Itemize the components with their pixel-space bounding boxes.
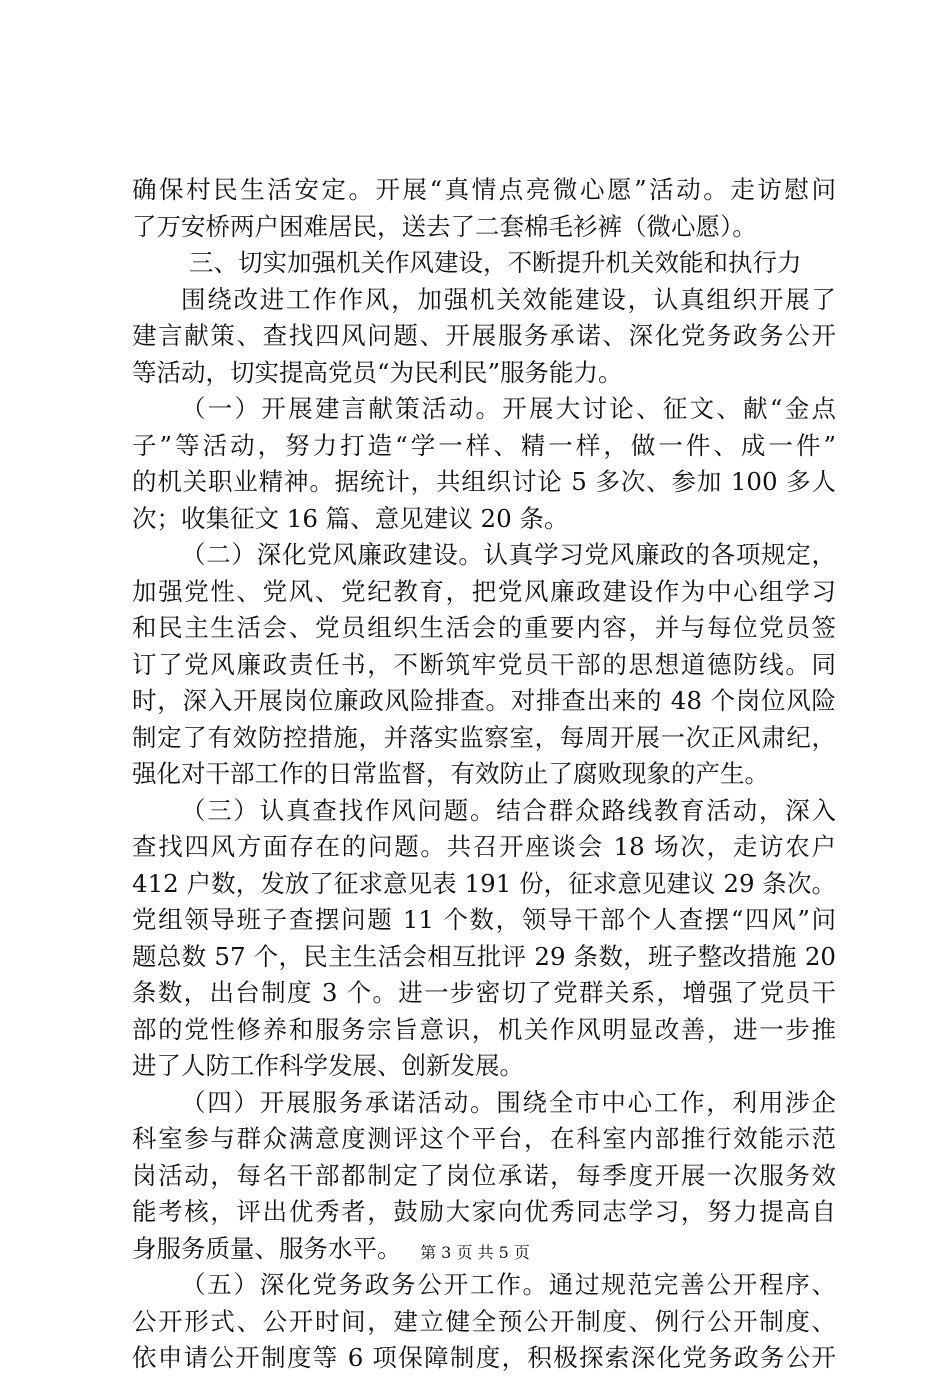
- paragraph-first-line: （四）开展服务承诺活动。围绕全市中心工作，利用涉企: [181, 1087, 836, 1117]
- text-line: 身服务质量、服务水平。: [132, 1233, 402, 1263]
- paragraph-first-line: （二）深化党风廉政建设。认真学习党风廉政的各项规定，: [181, 540, 836, 569]
- text-line: 党组领导班子查摆问题 11 个数，领导干部个人查摆“四风”问: [132, 905, 836, 934]
- text-line: 依申请公开制度等 6 项保障制度，积极探索深化党务政务公开: [132, 1343, 836, 1372]
- text-line: 等活动，切实提高党员“为民利民”服务能力。: [132, 357, 623, 387]
- text-line: 和民主生活会、党员组织生活会的重要内容，并与每位党员签: [132, 613, 836, 642]
- text-line: 条数，出台制度 3 个。进一步密切了党群关系，增强了党员干: [132, 978, 836, 1007]
- text-line: 子”等活动，努力打造“学一样、精一样，做一件、成一件”: [132, 430, 836, 460]
- text-line: 制定了有效防控措施，并落实监察室，每周开展一次正风肃纪，: [132, 722, 836, 752]
- text-line: 公开形式、公开时间，建立健全预公开制度、例行公开制度、: [132, 1306, 836, 1336]
- paragraph-first-line: （三）认真查找作风问题。结合群众路线教育活动，深入: [181, 795, 836, 825]
- text-line: 412 户数，发放了征求意见表 191 份，征求意见建议 29 条次。: [132, 868, 836, 898]
- text-line: 了万安桥两户困难居民，送去了二套棉毛衫裤（微心愿）。: [132, 211, 757, 241]
- text-line: 查找四风方面存在的问题。共召开座谈会 18 场次，走访农户: [132, 832, 836, 861]
- text-line: 时，深入开展岗位廉政风险排查。对排查出来的 48 个岗位风险: [132, 686, 836, 715]
- text-line: 的机关职业精神。据统计，共组织讨论 5 多次、参加 100 多人: [132, 467, 836, 496]
- text-line: 进了人防工作科学发展、创新发展。: [132, 1051, 524, 1080]
- text-line: 能考核，评出优秀者，鼓励大家向优秀同志学习，努力提高自: [132, 1197, 836, 1226]
- text-line: 确保村民生活安定。开展“真情点亮微心愿”活动。走访慰问: [132, 175, 836, 204]
- paragraph-first-line: （一）开展建言献策活动。开展大讨论、征文、献“金点: [181, 394, 836, 423]
- text-line: 岗活动，每名干部都制定了岗位承诺，每季度开展一次服务效: [132, 1160, 836, 1190]
- text-line: 题总数 57 个，民主生活会相互批评 29 条数，班子整改措施 20: [132, 941, 836, 971]
- paragraph-first-line: 围绕改进工作作风，加强机关效能建设，认真组织开展了: [181, 284, 836, 314]
- text-line: 加强党性、党风、党纪教育，把党风廉政建设作为中心组学习: [132, 576, 836, 606]
- text-line: 建言献策、查找四风问题、开展服务承诺、深化党务政务公开: [132, 321, 836, 350]
- text-line: 科室参与群众满意度测评这个平台，在科室内部推行效能示范: [132, 1124, 836, 1153]
- text-line: 强化对干部工作的日常监督，有效防止了腐败现象的产生。: [132, 759, 769, 788]
- section-heading: 三、切实加强机关作风建设，不断提升机关效能和执行力: [189, 248, 802, 277]
- text-line: 部的党性修养和服务宗旨意识，机关作风明显改善，进一步推: [132, 1014, 836, 1044]
- paragraph-first-line: （五）深化党务政务公开工作。通过规范完善公开程序、: [181, 1270, 836, 1299]
- document-body: [132, 172, 836, 1377]
- text-line: 次；收集征文 16 篇、意见建议 20 条。: [132, 503, 569, 533]
- page-footer: 第 3 页 共 5 页: [420, 1243, 530, 1262]
- text-line: 订了党风廉政责任书，不断筑牢党员干部的思想道德防线。同: [132, 649, 836, 679]
